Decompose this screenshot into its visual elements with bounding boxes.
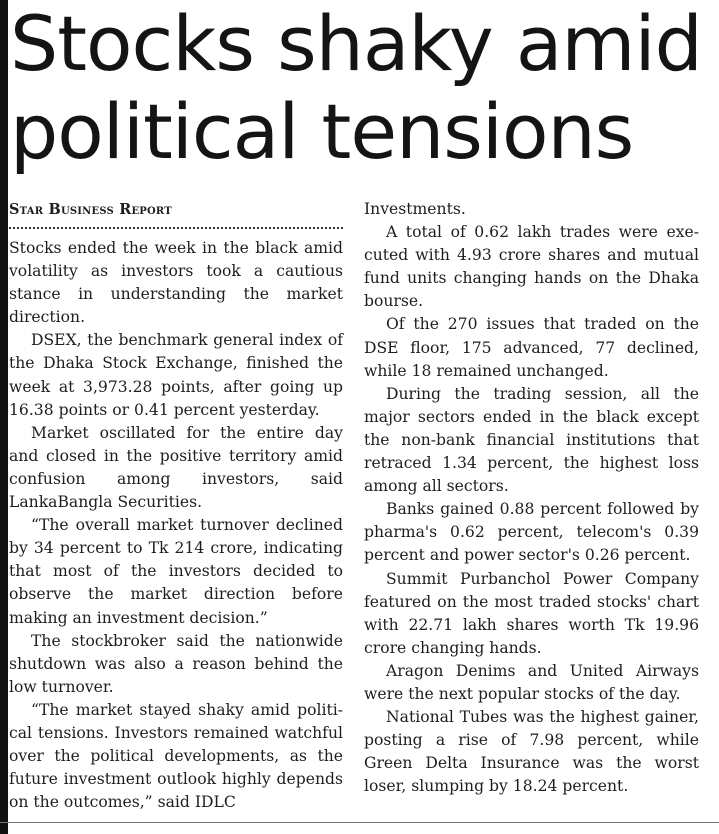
article-column-left xyxy=(9,198,343,814)
paragraph-continued: Investments. xyxy=(364,200,466,218)
bottom-rule xyxy=(0,822,719,823)
paragraph: National Tubes was the highest gainer, posting a rise of 7.98 percent, while Green Delta Insurance was the worst loser, slumping by 18.24 percent. xyxy=(364,708,699,796)
byline: Star Business Report xyxy=(9,201,172,218)
article-column-right xyxy=(364,198,699,798)
left-border-rule xyxy=(0,0,8,834)
paragraph: Aragon Denims and United Airways were the next popular stocks of the day. xyxy=(364,661,699,703)
paragraph: “The overall market turnover declined by 34 percent to Tk 214 crore, indicating that most of the investors decided to observe the market direction before making an investment decision.” xyxy=(9,516,343,627)
paragraph: A total of 0.62 lakh trades were executed with 4.93 crore shares and mutual fund units changing hands on the Dhaka bourse. xyxy=(364,223,699,311)
paragraph: Stocks ended the week in the black amid volatility as investors took a cautious stance in understanding the market direction. xyxy=(9,239,343,327)
paragraph: Market oscillated for the entire day and closed in the positive territory amid confusion among investors, said LankaBangla Securities. xyxy=(9,423,343,512)
headline-line-2: political tensions xyxy=(10,87,634,176)
paragraph: DSEX, the benchmark general index of the Dhaka Stock Exchange, finished the week at 3,973.28 points, after going up 16.38 points or 0.41 percent yesterday. xyxy=(9,331,343,419)
paragraph: The stockbroker said the nationwide shutdown was also a reason behind the low turnover. xyxy=(9,631,343,696)
paragraph: Summit Purbanchol Power Company featured on the most traded stocks' chart with 22.71 lakh shares worth Tk 19.96 crore changing hands. xyxy=(364,569,699,657)
paragraph: Of the 270 issues that traded on the DSE floor, 175 advanced, 77 declined, while 18 remained unchanged. xyxy=(364,315,699,380)
paragraph: During the trading session, all the major sectors ended in the black except the non-bank financial institutions that retraced 1.34 percent, the highest loss among all sectors. xyxy=(364,384,699,496)
headline-line-1: Stocks shaky amid xyxy=(10,0,702,88)
paragraph: “The market stayed shaky amid political tensions. Investors remained watchful over the political developments, as the future investment outlook highly depends on the outcomes,” said IDLC xyxy=(9,700,343,812)
byline-divider xyxy=(9,227,343,229)
paragraph: Banks gained 0.88 percent followed by pharma's 0.62 percent, telecom's 0.39 percent and power sector's 0.26 percent. xyxy=(364,500,699,565)
article-headline xyxy=(10,0,715,176)
